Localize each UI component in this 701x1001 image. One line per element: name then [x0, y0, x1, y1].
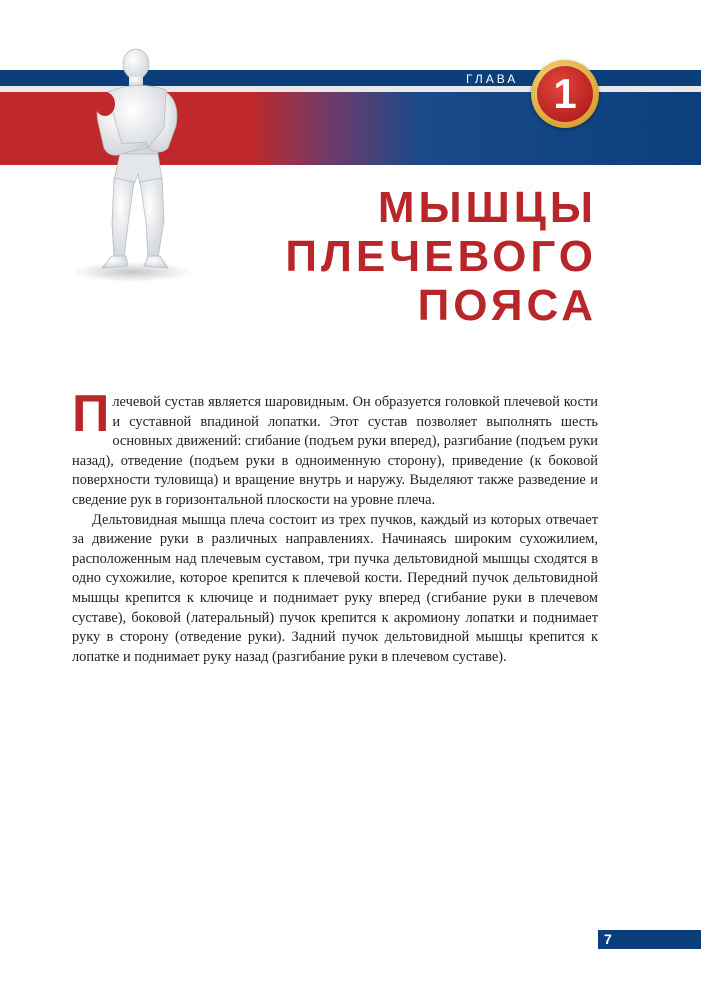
- paragraph-1-text: лечевой сустав является шаровидным. Он образуется головкой плечевой кости и суставной впадиной лопатки. Этот сустав позволяет выполнять шесть основных движений: сгибание (подъем руки вперед), разгибание (подъем руки назад), отведение (подъем руки в одноименную сторону), приведение (к боковой поверхности туловища) и вращение внутрь и наружу. Выделяют также разведение и сведение рук в горизонтальной плоскости на уровне плеча.: [72, 394, 598, 508]
- chapter-label: ГЛАВА: [466, 72, 519, 86]
- paragraph-2: Дельтовидная мышца плеча состоит из трех пучков, каждый из которых отвечает за движение руки в различных направлениях. Начинаясь широким сухожилием, расположенным над плечевым суставом, три пучка дельтовидной мышцы сходятся в одно сухожилие, которое крепится к плечевой кости. Передний пучок дельтовидной мышцы крепится к ключице и поднимает руку вперед (сгибание руки в плечевом суставе), боковой (латеральный) пучок крепится к акромиону лопатки и поднимает руку в сторону (отведение руки). Задний пучок дельтовидной мышцы крепится к лопатке и поднимает руку назад (разгибание руки в плечевом суставе).: [72, 511, 598, 665]
- title-line-2: ПЛЕЧЕВОГО: [285, 232, 597, 281]
- paragraph-1: [72, 385, 598, 511]
- chapter-badge: [531, 60, 599, 128]
- chapter-number: 1: [553, 70, 577, 117]
- drop-cap: П: [72, 385, 110, 443]
- anatomy-figure-icon: [68, 44, 200, 284]
- chapter-title: [285, 183, 597, 330]
- title-line-3: ПОЯСА: [417, 281, 597, 330]
- page-number-bar: [598, 930, 701, 949]
- chapter-badge-inner: [537, 66, 593, 122]
- body-text: [72, 385, 598, 667]
- page-number: 7: [604, 931, 612, 947]
- title-line-1: МЫШЦЫ: [377, 183, 597, 232]
